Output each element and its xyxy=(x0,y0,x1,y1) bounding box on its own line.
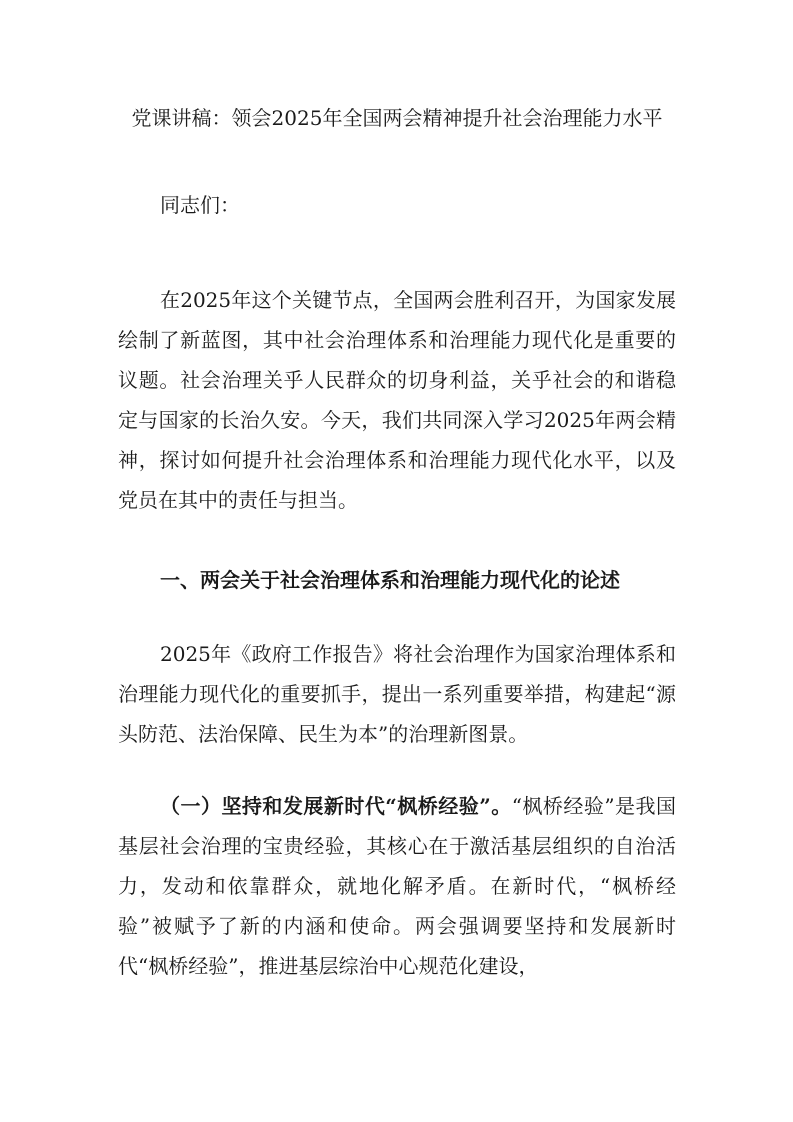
intro-paragraph: 在2025年这个关键节点，全国两会胜利召开，为国家发展绘制了新蓝图，其中社会治理体系和治理能力现代化是重要的议题。社会治理关乎人民群众的切身利益，关乎社会的和谐稳定与国家的长治久安。今天，我们共同深入学习2025年两会精神，探讨如何提升社会治理体系和治理能力现代化水平，以及党员在其中的责任与担当。 xyxy=(118,288,676,512)
subsection-1-heading: （一）坚持和发展新时代“枫桥经验”。 xyxy=(160,794,512,818)
section-1-heading: 一、两会关于社会治理体系和治理能力现代化的论述 xyxy=(160,568,620,592)
greeting: 同志们： xyxy=(160,193,240,217)
subsection-1-body: “枫桥经验”是我国基层社会治理的宝贵经验，其核心在于激活基层组织的自治活力，发动和依靠群众，就地化解矛盾。在新时代，“枫桥经验”被赋予了新的内涵和使命。两会强调要坚持和发展新时代“枫桥经验”，推进基层综治中心规范化建设， xyxy=(118,794,676,978)
section-1-paragraph: 2025年《政府工作报告》将社会治理作为国家治理体系和治理能力现代化的重要抓手，提出一系列重要举措，构建起“源头防范、法治保障、民生为本”的治理新图景。 xyxy=(118,642,676,746)
subsection-1-paragraph xyxy=(118,786,676,986)
document-title: 党课讲稿：领会2025年全国两会精神提升社会治理能力水平 xyxy=(131,106,663,130)
